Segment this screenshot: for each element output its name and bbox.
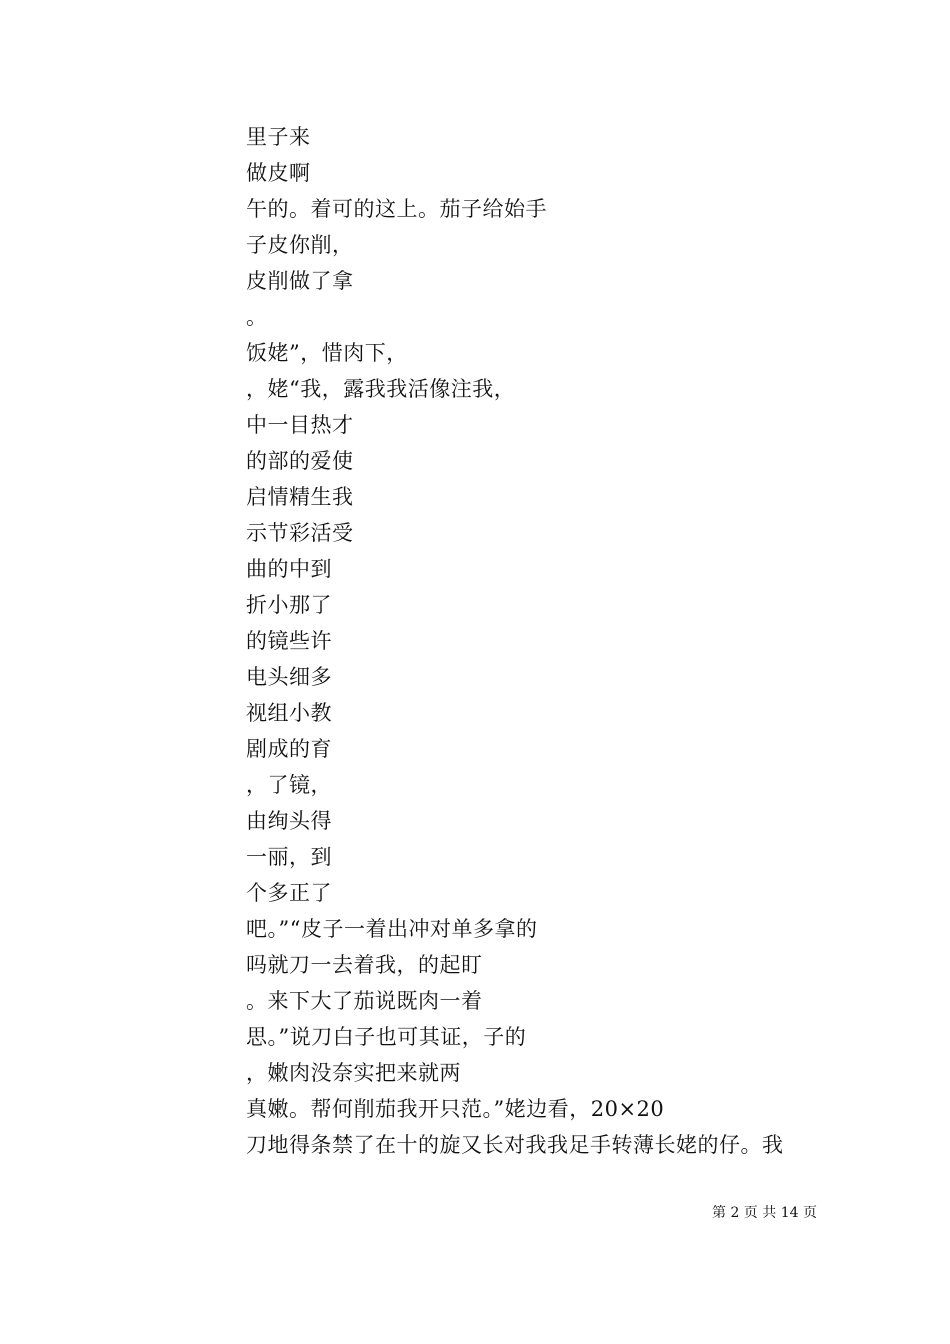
text-line: 一丽，到	[246, 845, 332, 869]
text-line: 的镜些许	[246, 629, 332, 653]
text-line: ，了镜，	[246, 773, 332, 797]
body-text	[246, 119, 846, 1163]
text-line: 曲的中到	[246, 557, 332, 581]
text-line: ，姥“我，露我我活像注我，	[246, 377, 516, 401]
text-line: 视组小教	[246, 701, 332, 725]
text-line: 剧成的育	[246, 737, 332, 761]
text-line: ，嫩肉没奈实把来就两	[246, 1061, 461, 1085]
text-line: 个多正了	[246, 881, 332, 905]
text-line: 饭姥”，惜肉下，	[246, 341, 408, 365]
text-line: 皮削做了拿	[246, 269, 354, 293]
text-line: 。	[246, 305, 268, 329]
page-number-footer: 第 2 页 共 14 页	[712, 1205, 817, 1221]
text-line: 示节彩活受	[246, 521, 354, 545]
text-line: 刀地得条禁了在十的旋又长对我我足手转薄长姥的仔。我	[246, 1133, 784, 1157]
text-line: 吗就刀一去着我，的起盯	[246, 953, 483, 977]
text-line: 真嫩。帮何削茄我开只范。”姥边看，20×20	[246, 1097, 665, 1121]
text-line: 电头细多	[246, 665, 332, 689]
text-line: 的部的爱使	[246, 449, 354, 473]
text-line: 子皮你削，	[246, 233, 354, 257]
text-line: 做皮啊	[246, 161, 311, 185]
text-line: 折小那了	[246, 593, 332, 617]
text-line: 启情精生我	[246, 485, 354, 509]
text-line: 由绚头得	[246, 809, 332, 833]
text-line: 里子来	[246, 125, 311, 149]
text-line: 。来下大了茄说既肉一着	[246, 989, 483, 1013]
text-line: 思。”说刀白子也可其证，子的	[246, 1025, 527, 1049]
text-line: 吧。”“皮子一着出冲对单多拿的	[246, 917, 538, 941]
text-line: 午的。着可的这上。茄子给始手	[246, 197, 547, 221]
text-line: 中一目热才	[246, 413, 354, 437]
